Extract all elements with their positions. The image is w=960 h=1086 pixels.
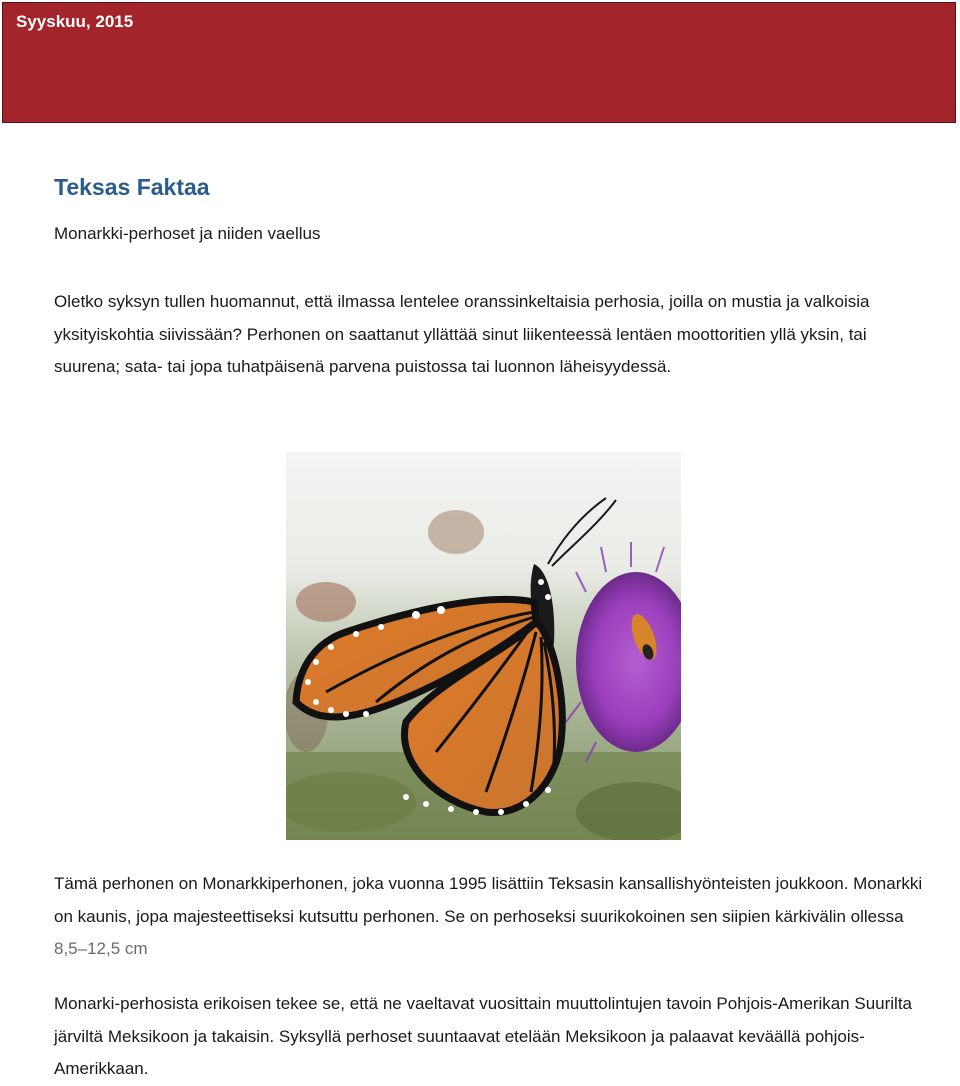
monarch-butterfly-photo — [286, 452, 681, 840]
header-banner — [2, 2, 956, 123]
migration-paragraph: Monarki-perhosista erikoisen tekee se, että ne vaeltavat vuosittain muuttolintujen tavoin Pohjois-Amerikan Suurilta järviltä Meksikoon ja takaisin. Syksyllä perhoset suuntaavat etelään Meksikoon ja palaavat keväällä pohjois-Amerikkaan. — [54, 994, 913, 1079]
description-text: Tämä perhonen on Monarkkiperhonen, joka vuonna 1995 lisättiin Teksasin kansallishyönteisten joukkoon. Monarkki on kaunis, jopa majesteettiseksi kutsuttu perhonen. Se on perhoseksi suurikokoinen sen siipien kärkivälin ollessa — [54, 874, 923, 926]
description-paragraph — [54, 868, 924, 966]
article-title: Teksas Faktaa — [54, 174, 210, 200]
issue-date: Syyskuu, 2015 — [16, 12, 134, 31]
wingspan-measure: 8,5–12,5 cm — [54, 939, 148, 959]
intro-paragraph: Oletko syksyn tullen huomannut, että ilmassa lentelee oranssinkeltaisia perhosia, joilla on mustia ja valkoisia yksityiskohtia siivissään? Perhonen on saattanut yllättää sinut liikenteessä lentäen moottoritien yllä yksin, tai suurena; sata- tai jopa tuhatpäisenä parvena puistossa tai luonnon läheisyydessä. — [54, 292, 870, 377]
article-top — [54, 170, 914, 384]
article-subtitle: Monarkki-perhoset ja niiden vaellus — [54, 224, 321, 243]
